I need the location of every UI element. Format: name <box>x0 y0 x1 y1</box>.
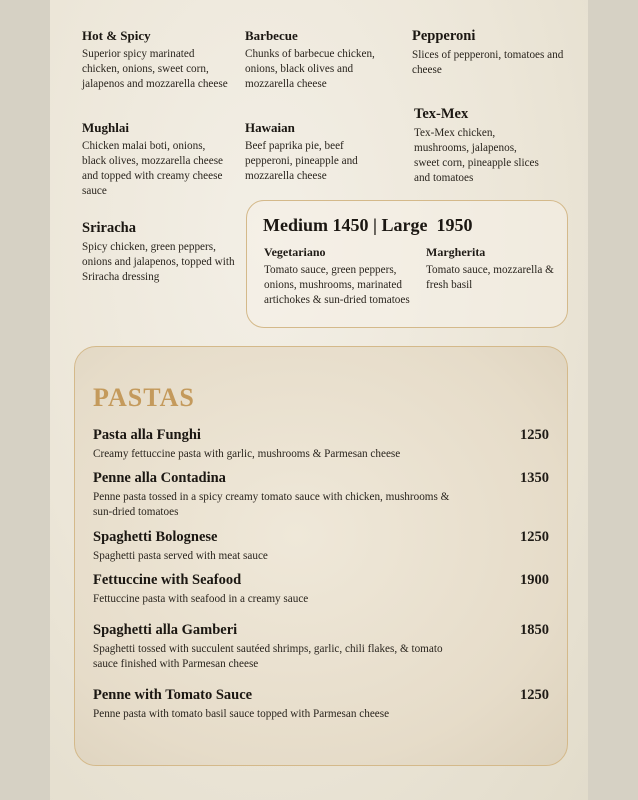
item-desc: Tex-Mex chicken, mushrooms, jalapenos, sweet corn, pineapple slices and tomatoes <box>414 127 539 184</box>
pasta-item-gamberi <box>93 622 549 672</box>
item-desc: Penne pasta with tomato basil sauce topped with Parmesan cheese <box>93 708 390 720</box>
item-desc: Superior spicy marinated chicken, onions, sweet corn, jalapenos and mozzarella cheese <box>82 48 228 90</box>
item-price: 1250 <box>520 529 549 545</box>
item-desc: Chicken malai boti, onions, black olives, mozzarella cheese and topped with creamy cheese sauce <box>82 140 224 197</box>
menu-item-sriracha <box>82 220 237 285</box>
pasta-item-contadina <box>93 470 549 520</box>
item-price: 1250 <box>520 687 549 703</box>
section-title: PASTAS <box>93 383 195 412</box>
item-name: Margherita <box>426 245 486 259</box>
item-name: Spaghetti alla Gamberi <box>93 622 238 638</box>
menu-page <box>50 0 588 800</box>
menu-item-tex-mex <box>414 106 544 186</box>
item-price: 1850 <box>520 622 549 638</box>
menu-item-barbecue <box>245 28 400 92</box>
item-price: 1900 <box>520 572 549 588</box>
price-title: Medium 1450 | Large 1950 <box>263 215 473 235</box>
pasta-item-tomato-sauce <box>93 687 549 722</box>
item-name: Fettuccine with Seafood <box>93 572 242 588</box>
item-name: Pasta alla Funghi <box>93 427 201 443</box>
pizza-price-box <box>246 200 568 328</box>
pastas-section <box>74 346 568 766</box>
item-desc: Fettuccine pasta with seafood in a creamy sauce <box>93 593 309 605</box>
item-desc: Tomato sauce, green peppers, onions, mushrooms, marinated artichokes & sun-dried tomatoes <box>264 264 410 306</box>
menu-item-hot-spicy <box>82 28 232 92</box>
item-desc: Creamy fettuccine pasta with garlic, mushrooms & Parmesan cheese <box>93 448 401 460</box>
menu-item-vegetariano <box>264 245 416 308</box>
item-name: Barbecue <box>245 28 298 43</box>
item-desc: Beef paprika pie, beef pepperoni, pineapple and mozzarella cheese <box>245 140 358 182</box>
item-desc: Spicy chicken, green peppers, onions and jalapenos, topped with Sriracha dressing <box>82 241 235 283</box>
item-desc: Spaghetti pasta served with meat sauce <box>93 550 268 562</box>
pasta-item-funghi <box>93 427 549 462</box>
item-desc: Slices of pepperoni, tomatoes and cheese <box>412 49 564 76</box>
item-desc: Chunks of barbecue chicken, onions, black olives and mozzarella cheese <box>245 48 375 90</box>
item-price: 1250 <box>520 427 549 443</box>
menu-item-pepperoni <box>412 28 572 78</box>
item-desc: Tomato sauce, mozzarella & fresh basil <box>426 264 554 291</box>
item-desc: Penne pasta tossed in a spicy creamy tomato sauce with chicken, mushrooms & sun-dried tomatoes <box>93 491 450 518</box>
item-desc: Spaghetti tossed with succulent sautéed shrimps, garlic, chili flakes, & tomato sauce finished with Parmesan cheese <box>93 643 443 670</box>
item-name: Tex-Mex <box>414 106 469 122</box>
pasta-item-seafood <box>93 572 549 607</box>
item-price: 1350 <box>520 470 549 486</box>
item-name: Vegetariano <box>264 245 326 259</box>
item-name: Spaghetti Bolognese <box>93 529 218 545</box>
item-name: Sriracha <box>82 220 136 236</box>
item-name: Hawaian <box>245 120 295 135</box>
item-name: Penne alla Contadina <box>93 470 226 486</box>
item-name: Penne with Tomato Sauce <box>93 687 253 703</box>
item-name: Hot & Spicy <box>82 28 151 43</box>
item-name: Mughlai <box>82 120 129 135</box>
item-name: Pepperoni <box>412 28 476 44</box>
pasta-item-bolognese <box>93 529 549 564</box>
menu-item-margherita <box>426 245 562 293</box>
menu-item-hawaian <box>245 120 375 184</box>
menu-item-mughlai <box>82 120 232 199</box>
